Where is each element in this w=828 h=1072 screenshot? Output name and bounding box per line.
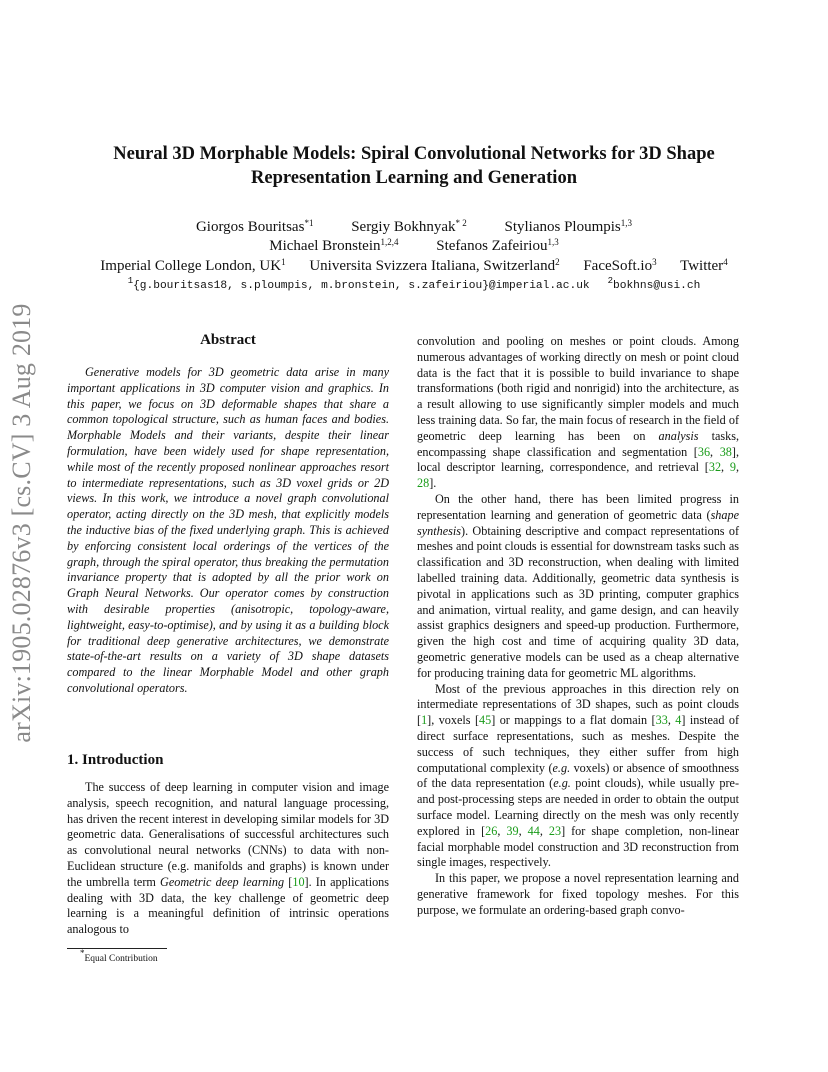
body-text: ], voxels [	[427, 713, 480, 728]
citation-link[interactable]: 28	[417, 476, 430, 491]
body-text: ], local descriptor learning, correspondence, and retrieval [	[417, 444, 739, 475]
author-mark: * 2	[455, 218, 467, 228]
body-text: On the other hand, there has been limited progress in representation learning and generation of geometric data (	[417, 491, 739, 522]
citation-link[interactable]: 36	[697, 444, 711, 459]
citation-link[interactable]: 45	[479, 713, 492, 728]
citation-link[interactable]: 9	[729, 460, 736, 475]
citation-link[interactable]: 33	[655, 713, 668, 728]
right-paragraph-4	[417, 871, 739, 918]
intro-text: . In applications dealing with 3D data, the key challenge of geometric deep learning is a meaningful definition of intrinsic operations analogous to	[67, 874, 390, 937]
body-text: tasks, encompassing shape classification and segmentation [	[417, 428, 739, 459]
author-emails	[60, 276, 768, 292]
affiliation-mark: 1	[281, 257, 286, 267]
affiliations	[60, 258, 768, 275]
affiliation: Universita Svizzera Italiana, Switzerland	[309, 258, 556, 274]
author-line-2	[60, 238, 768, 255]
affiliation: FaceSoft.io	[583, 258, 653, 274]
title-line-1: Neural 3D Morphable Models: Spiral Convolutional Networks for 3D Shape	[113, 144, 715, 164]
body-text: Most of the previous approaches in this direction rely on intermediate representations of 3D shapes, such as point clouds [	[417, 681, 739, 728]
email-mark: 1	[127, 276, 134, 286]
intro-paragraph: The success of deep learning in computer vision and image analysis, speech recognition, and natural language processing, has driven the recent interest in developing similar models for 3D geometric data. Generalisations of successful architectures such as convolutional neural networks (CNNs) to data with non-Euclidean structure (e.g. manifolds and graphs) is known under the umbrella term Geometric deep learning [10]. In applications dealing with 3D data, the key challenge of geometric deep learning is a meaningful definition of intrinsic operations analogous to	[67, 780, 390, 937]
body-text: In this paper, we propose a novel representation learning and generative framework for fixed topology meshes. For this purpose, we formulate an ordering-based graph convo-	[417, 871, 739, 917]
right-column	[417, 334, 739, 918]
author-name: Stylianos Ploumpis	[504, 219, 621, 235]
affiliation-mark: 2	[555, 257, 560, 267]
author-mark: 1,2,4	[380, 237, 399, 247]
arxiv-stamp-text: arXiv:1905.02876v3 [cs.CV] 3 Aug 2019	[7, 303, 36, 743]
author-name: Stefanos Zafeiriou	[436, 238, 548, 254]
abstract-text	[67, 365, 389, 697]
intro-term: Geometric deep learning	[160, 874, 285, 889]
emphasis: e.g.	[552, 760, 571, 775]
affiliation: Imperial College London, UK	[100, 258, 282, 274]
arxiv-stamp	[2, 288, 42, 758]
email-group: {g.bouritsas18, s.ploumpis, m.bronstein, s.zafeiriou}@imperial.ac.uk	[133, 280, 590, 292]
citation-link[interactable]: 1	[421, 713, 428, 728]
footnote	[80, 948, 158, 964]
author-mark: 1,3	[620, 218, 633, 228]
body-text: ] for shape completion, non-linear facial morphable model construction and 3D reconstruction from single images, respectively.	[417, 823, 740, 870]
affiliation-mark: 3	[652, 257, 657, 267]
body-text: ). Obtaining descriptive and compact representations of meshes and point clouds is essential for downstream tasks such as classification and 3D reconstruction, when dealing with limited labelled training data. Additionally, geometric data synthesis is pivotal in applications such as 3D printing, computer graphics and animation, virtual reality, and game design, and can heavily assist graphics designers and speed-up production. Furthermore, given the high cost and time of acquiring quality 3D data, geometric generative models can be used as a cheap alternative for producing training data for geometric ML algorithms.	[417, 523, 739, 680]
body-text: ] or mappings to a flat domain [	[491, 713, 656, 728]
author-line-1	[60, 219, 768, 236]
author-name: Giorgos Bouritsas	[195, 219, 305, 235]
citation-link[interactable]: 10	[292, 874, 305, 889]
emphasis: analysis	[658, 428, 699, 443]
footnote-mark: *	[80, 948, 85, 958]
citation-link[interactable]: 23	[548, 823, 562, 838]
citation-link[interactable]: 38	[719, 444, 732, 459]
body-text: point clouds), while usually pre- and post-processing steps are needed in order to obtain the output surface model. Learning directly on the mesh was only recently explored in [	[417, 776, 739, 838]
intro-heading: 1. Introduction	[67, 752, 164, 768]
right-paragraph-3: Most of the previous approaches in this direction rely on intermediate representations of 3D shapes, such as point clouds [1], voxels [45] or mappings to a flat domain [33, 4] instead of direct surface representations, such as meshes. Despite the success of such techniques, they either suffer from high computational complexity (e.g. voxels) or absence of smoothness of the data representation (e.g. point clouds), while usually pre- and post-processing steps are needed in order to obtain the output surface model. Learning directly on the mesh was only recently explored in [26, 39, 44, 23] for shape completion, non-linear facial morphable model construction and 3D reconstruction from single images, respectively.	[417, 681, 740, 870]
author-name: Sergiy Bokhnyak	[351, 219, 456, 235]
body-text: ] instead of direct surface representations, such as meshes. Despite the success of such techniques, they either suffer from high computational complexity (	[417, 713, 739, 775]
author-name: Michael Bronstein	[269, 238, 381, 254]
right-paragraph-1: convolution and pooling on meshes or point clouds. Among numerous advantages of working directly on mesh or point cloud data is the fact that it is possible to build invariance to shape transformations (both rigid and nonrigid) into the architecture, as a result allowing to use significantly simpler models and much less training data. So far, the main focus of research in the field of geometric deep learning has been on analysis tasks, encompassing shape classification and segmentation [36, 38], local descriptor learning, correspondence, and retrieval [32, 9, 28].	[417, 334, 739, 491]
citation-link[interactable]: 44	[527, 823, 540, 838]
emphasis: shape synthesis	[417, 507, 739, 538]
intro-text: The success of deep learning in computer vision and image analysis, speech recognition, and natural language processing, has driven the recent interest in developing similar models for 3D geometric data. Generalisations of successful architectures such as convolutional neural networks (CNNs) to data with non-Euclidean structure (e.g. manifolds and graphs) is known under the umbrella term	[67, 780, 389, 889]
body-text: voxels) or absence of smoothness of the data representation (	[417, 760, 739, 791]
paper-title	[60, 142, 768, 190]
abstract-heading: Abstract	[200, 332, 256, 348]
title-line-2: Representation Learning and Generation	[251, 168, 577, 188]
affiliation: Twitter	[680, 258, 724, 274]
body-text: convolution and pooling on meshes or point clouds. Among numerous advantages of working directly on mesh or point cloud data is the fact that it is possible to build invariance to shape transformations (both rigid and nonrigid) into the architecture, as a result allowing to use significantly simpler models and much less training data. So far, the main focus of research in the field of geometric deep learning has been on	[417, 334, 739, 443]
citation-link[interactable]: 26	[485, 823, 498, 838]
author-mark: *1	[304, 218, 314, 228]
citation-link[interactable]: 32	[708, 460, 722, 475]
abstract-body: Generative models for 3D geometric data arise in many important applications in 3D computer vision and graphics. In this paper, we focus on 3D deformable shapes that share a common topological structure, such as human faces and bodies. Morphable Models and their variants, despite their linear formulation, have been widely used for shape representation, while most of the recently proposed nonlinear approaches resort to intermediate representations, such as 3D voxel grids or 2D views. In this work, we introduce a novel graph convolutional operator, acting directly on the 3D mesh, that explicitly models the inductive bias of the fixed underlying graph. This is achieved by enforcing consistent local orderings of the vertices of the graph, through the spiral operator, thus breaking the permutation invariance property that is adopted by all the prior work on Graph Neural Networks. Our operator comes by construction with desirable properties (anisotropic, topology-aware, lightweight, easy-to-optimise), and by using it as a building block for traditional deep generative architectures, we demonstrate state-of-the-art results on a variety of 3D shape datasets compared to the linear Morphable Model and other graph convolutional operators.	[67, 365, 389, 695]
citation-link[interactable]: 4	[675, 713, 682, 728]
email: bokhns@usi.ch	[613, 280, 701, 292]
citation-link[interactable]: 39	[506, 823, 519, 838]
footnote-text: Equal Contribution	[84, 954, 158, 964]
affiliation-mark: 4	[723, 257, 728, 267]
emphasis: e.g.	[553, 776, 571, 791]
body-text: ].	[429, 476, 437, 491]
author-mark: 1,3	[547, 237, 559, 247]
right-paragraph-2	[417, 492, 739, 682]
email-mark: 2	[607, 276, 614, 286]
